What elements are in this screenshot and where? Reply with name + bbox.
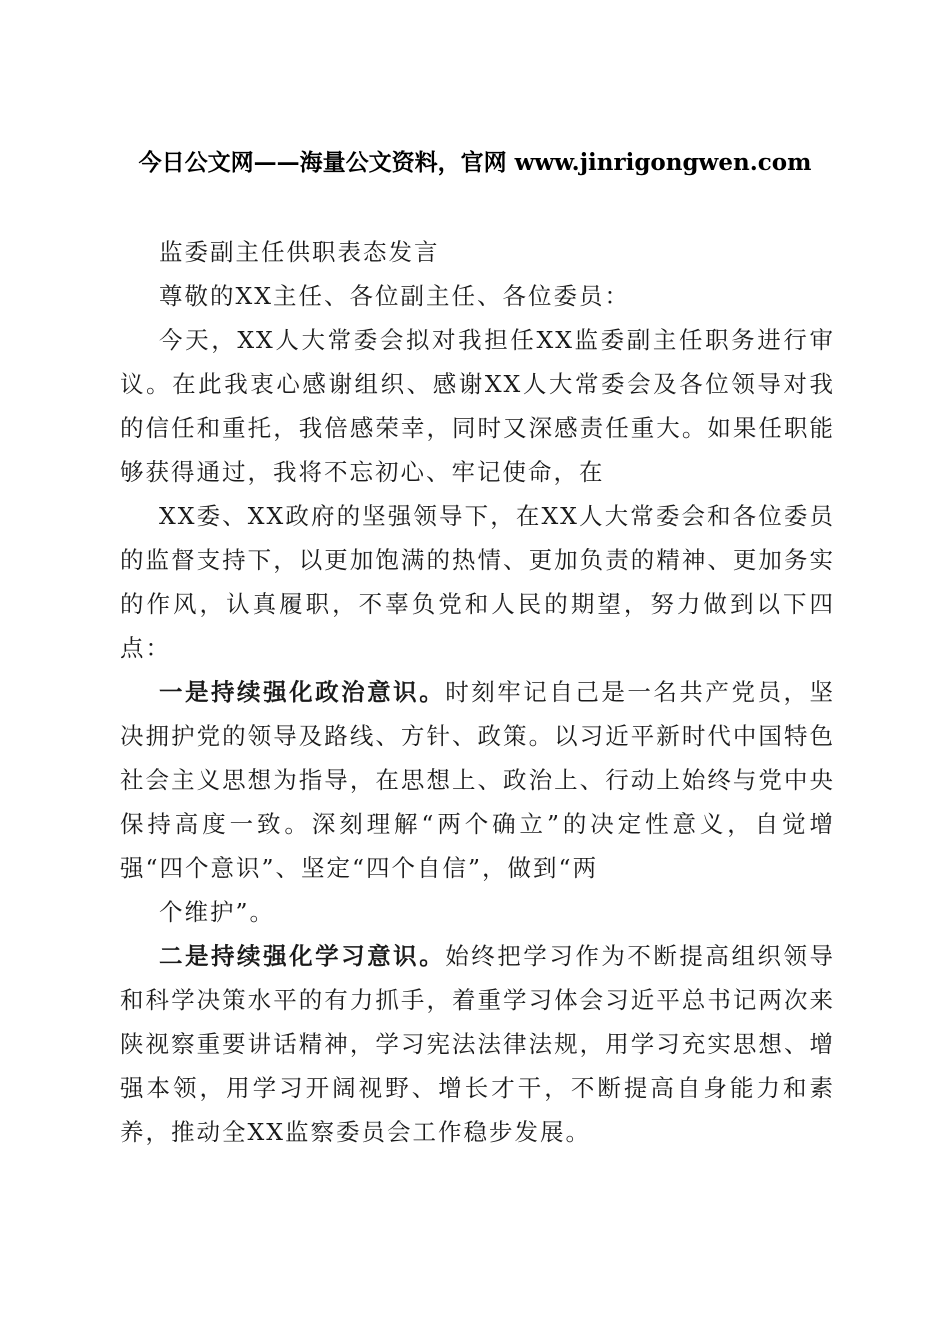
site-header: 今日公文网——海量公文资料，官网 www.jinrigongwen.com [138, 149, 812, 176]
document-body [120, 230, 835, 1154]
paragraph-point-one-tail: 个维护”。 [159, 898, 276, 926]
point-two-text: 始终把学习作为不断提高组织领导和科学决策水平的有力抓手，着重学习体会习近平总书记两次来陕视察重要讲话精神，学习宪法法律法规，用学习充实思想、增强本领，用学习开阔视野、增长才干，不断提高自身能力和素养，推动全XX监察委员会工作稳步发展。 [120, 942, 836, 1146]
document-title: 监委副主任供职表态发言 [159, 238, 440, 266]
paragraph-point-two [120, 934, 835, 1154]
point-two-heading: 二是持续强化学习意识。 [159, 942, 446, 970]
paragraph-opening: 今天，XX人大常委会拟对我担任XX监委副主任职务进行审议。在此我衷心感谢组织、感谢XX人大常委会及各位领导对我的信任和重托，我倍感荣幸，同时又深感责任重大。如果任职能够获得通过，我将不忘初心、牢记使命，在 [120, 326, 835, 486]
point-one-heading: 一是持续强化政治意识。 [159, 678, 446, 706]
paragraph-point-one [120, 670, 835, 890]
salutation: 尊敬的XX主任、各位副主任、各位委员： [159, 282, 630, 310]
point-one-text: 时刻牢记自己是一名共产党员，坚决拥护党的领导及路线、方针、政策。以习近平新时代中国特色社会主义思想为指导，在思想上、政治上、行动上始终与党中央保持高度一致。深刻理解“两个确立”的决定性意义，自觉增强“四个意识”、坚定“四个自信”，做到“两 [120, 678, 836, 882]
paragraph-commitment: XX委、XX政府的坚强领导下，在XX人大常委会和各位委员的监督支持下，以更加饱满的热情、更加负责的精神、更加务实的作风，认真履职，不辜负党和人民的期望，努力做到以下四点： [120, 502, 835, 662]
